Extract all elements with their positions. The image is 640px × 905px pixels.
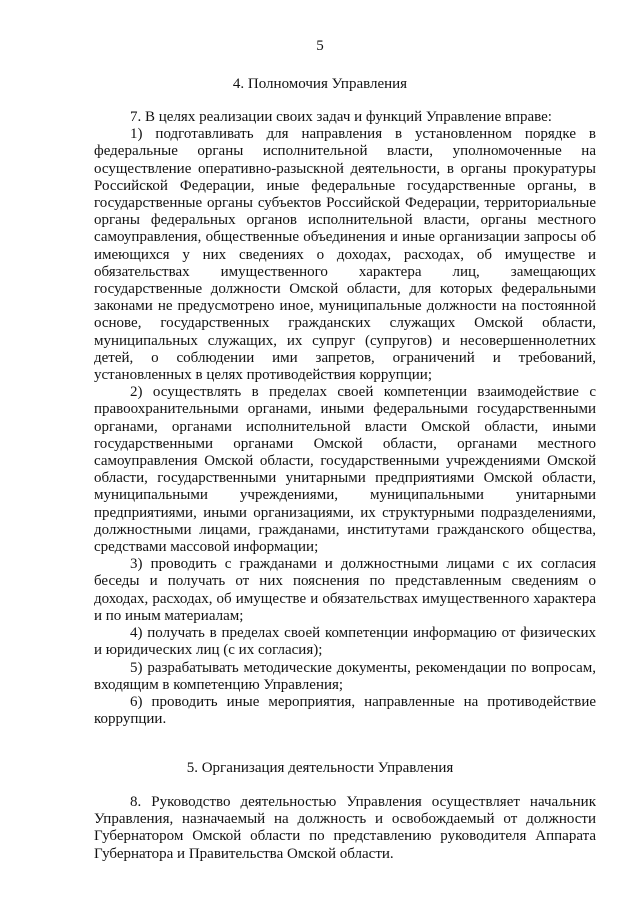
list-item-3: 3) проводить с гражданами и должностными лицами с их согласия беседы и получать от них пояснения по представленным сведениям о доходах, расходах, об имуществе и обязательствах имущественного характера и по иным материалам; — [94, 556, 596, 624]
section-5-heading: 5. Организация деятельности Управления — [186, 760, 454, 776]
page-number: 5 — [316, 38, 324, 54]
list-item-1: 1) подготавливать для направления в установленном порядке в федеральные органы исполнительной власти, уполномоченные на осуществление оперативно-разыскной деятельности, в органы прокуратуры Российской Федерации, иные федеральные государственные органы, в государственные органы субъектов Российской Федерации, территориальные органы федеральных органов исполнительной власти, органы местного самоуправления, общественные объединения и иные организации запросы об имеющихся у них сведениях о доходах, расходах, об имуществе и обязательствах имущественного характера лиц, замещающих государственные должности Омской области, для которых федеральными законами не предусмотрено иное, муниципальные должности на постоянной основе, государственных гражданских служащих Омской области, муниципальных служащих, их супруг (супругов) и несовершеннолетних детей, о соблюдении ими запретов, ограничений и требований, установленных в целях противодействия коррупции; — [94, 126, 596, 384]
section-5-body — [94, 794, 596, 863]
section-4-body — [94, 109, 596, 728]
list-item-4: 4) получать в пределах своей компетенции информацию от физических и юридических лиц (с их согласия); — [94, 625, 596, 659]
paragraph-7-intro: 7. В целях реализации своих задач и функций Управление вправе: — [130, 109, 552, 125]
list-item-5: 5) разрабатывать методические документы, рекомендации по вопросам, входящим в компетенцию Управления; — [94, 659, 596, 693]
section-4-heading: 4. Полномочия Управления — [232, 76, 408, 92]
list-item-2: 2) осуществлять в пределах своей компетенции взаимодействие с правоохранительными органами, иными федеральными государственными органами, органами исполнительной власти Омской области, иными государственными органами Омской области, органами местного самоуправления Омской области, государственными учреждениями Омской области, государственными унитарными предприятиями Омской области, муниципальными учреждениями, муниципальными унитарными предприятиями, иными организациями, их структурными подразделениями, должностными лицами, гражданами, институтами гражданского общества, средствами массовой информации; — [94, 384, 596, 556]
paragraph-8: 8. Руководство деятельностью Управления осуществляет начальник Управления, назначаемый на должность и освобождаемый от должности Губернатором Омской области по представлению руководителя Аппарата Губернатора и Правительства Омской области. — [94, 794, 596, 862]
list-item-6: 6) проводить иные мероприятия, направленные на противодействие коррупции. — [94, 693, 596, 728]
